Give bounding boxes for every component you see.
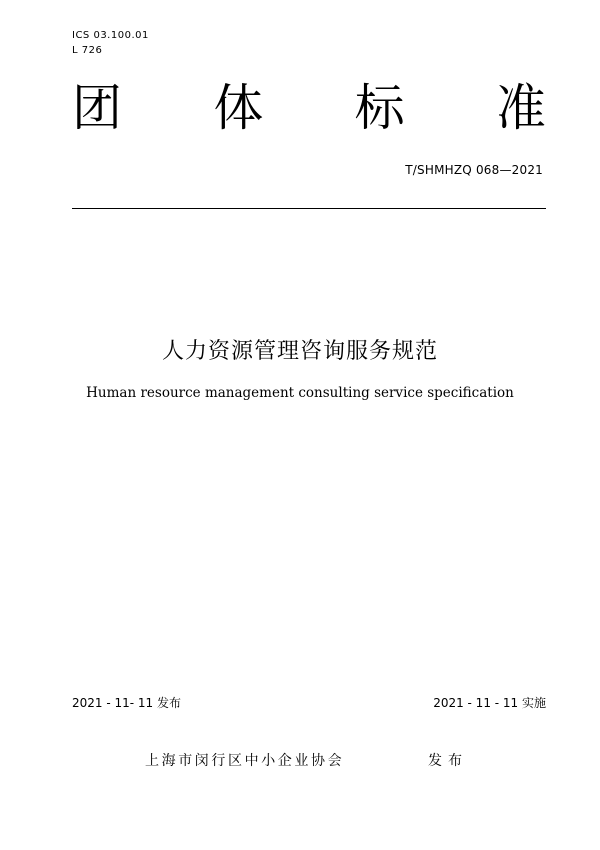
banner-char-4: 准 [495, 79, 546, 137]
title-chinese: 人力资源管理咨询服务规范 [161, 339, 438, 364]
standard-type-banner [72, 78, 546, 138]
title-english: Human resource management consulting service specification [86, 385, 514, 401]
header-divider [72, 208, 546, 209]
banner-char-2: 体 [213, 79, 264, 137]
standard-number: T/SHMHZQ 068—2021 [405, 163, 543, 177]
issuing-organization: 上海市闵行区中小企业协会 [145, 753, 345, 769]
publish-date: 2021 - 11- 11 发布 [72, 696, 181, 710]
banner-char-3: 标 [354, 79, 405, 137]
issue-label: 发布 [428, 753, 468, 769]
implement-date: 2021 - 11 - 11 实施 [433, 696, 546, 710]
banner-char-1: 团 [72, 79, 122, 137]
ccs-code: L 726 [72, 45, 103, 56]
ics-code: ICS 03.100.01 [72, 30, 149, 41]
